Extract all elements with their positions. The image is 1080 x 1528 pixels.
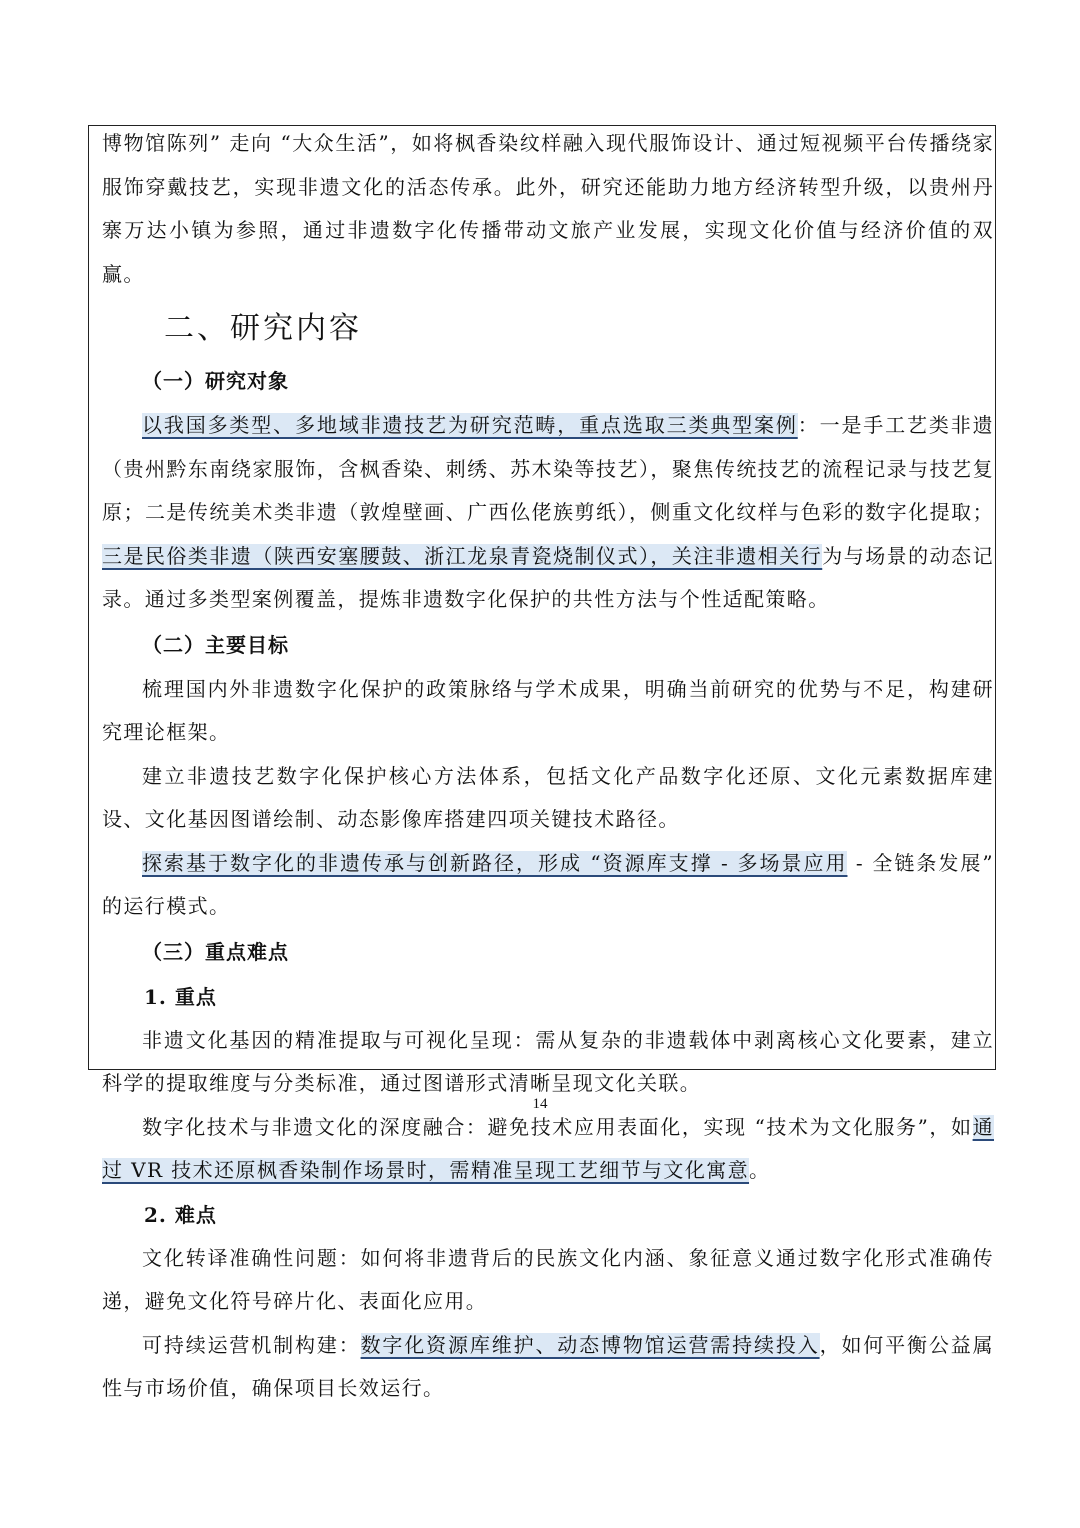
goal-paragraph-2: 建立非遗技艺数字化保护核心方法体系，包括文化产品数字化还原、文化元素数据库建设、文化基因图谱绘制、动态影像库搭建四项关键技术路径。 — [102, 763, 994, 831]
difficulty-paragraph-1: 文化转译准确性问题：如何将非遗背后的民族文化内涵、象征意义通过数字化形式准确传递，避免文化符号碎片化、表面化应用。 — [102, 1245, 994, 1313]
highlight-annotation[interactable]: 探索基于数字化的非遗传承与创新路径，形成 “资源库支撑 - 多场景应用 — [142, 850, 848, 875]
paragraph-text: ，如何平衡公益属性与市场价值，确保项目长效运行。 — [102, 1332, 994, 1400]
paragraph-text: - 全链条发展” 的运行模式。 — [102, 850, 994, 918]
highlight-annotation[interactable]: 以我国多类型、多地域非遗技艺为研究范畴，重点选取三类典型案例 — [142, 413, 798, 437]
page-content — [102, 122, 994, 1411]
subsection-heading-main-goals: （二）主要目标 — [142, 632, 289, 657]
paragraph-text: 。 — [749, 1158, 771, 1182]
key-point-paragraph-2 — [102, 1106, 994, 1193]
page-number: 14 — [532, 1096, 548, 1112]
subheading-key-points: 1. 重点 — [144, 984, 217, 1009]
research-object-paragraph — [102, 404, 994, 622]
goal-paragraph-1: 梳理国内外非遗数字化保护的政策脉络与学术成果，明确当前研究的优势与不足，构建研究理论框架。 — [102, 676, 994, 744]
section-heading: 二、研究内容 — [164, 311, 362, 346]
highlight-annotation[interactable]: 通过 VR 技术还原枫香染制作场景时，需精准呈现工艺细节与文化寓意 — [102, 1114, 994, 1182]
subsection-heading-key-difficulties: （三）重点难点 — [142, 939, 289, 964]
subheading-difficulties: 2. 难点 — [144, 1202, 217, 1227]
key-point-paragraph-1: 非遗文化基因的精准提取与可视化呈现：需从复杂的非遗载体中剥离核心文化要素，建立科学的提取维度与分类标准，通过图谱形式清晰呈现文化关联。 — [102, 1027, 994, 1095]
highlight-annotation[interactable]: 三是民俗类非遗（陕西安塞腰鼓、浙江龙泉青瓷烧制仪式），关注非遗相关行 — [102, 543, 823, 568]
paragraph-text: 可持续运营机制构建： — [142, 1332, 361, 1357]
difficulty-paragraph-2 — [102, 1324, 994, 1411]
subsection-heading-research-object: （一）研究对象 — [142, 369, 289, 393]
intro-paragraph: 博物馆陈列” 走向 “大众生活”，如将枫香染纹样融入现代服饰设计、通过短视频平台传播绕家服饰穿戴技艺，实现非遗文化的活态传承。此外，研究还能助力地方经济转型升级，以贵州丹寨万达小镇为参照，通过非遗数字化传播带动文旅产业发展，实现文化价值与经济价值的双赢。 — [102, 131, 994, 286]
paragraph-text: 为与场景的动态记录。通过多类型案例覆盖，提炼非遗数字化保护的共性方法与个性适配策略。 — [102, 543, 994, 611]
paragraph-text: ：一是手工艺类非遗（贵州黔东南绕家服饰，含枫香染、刺绣、苏木染等技艺），聚焦传统技艺的流程记录与技艺复原；二是传统美术类非遗（敦煌壁画、广西仫佬族剪纸），侧重文化纹样与色彩的数字化提取； — [102, 413, 994, 524]
goal-paragraph-3 — [102, 842, 994, 929]
paragraph-text: 数字化技术与非遗文化的深度融合：避免技术应用表面化，实现 “技术为文化服务”，如 — [142, 1114, 973, 1139]
highlight-annotation[interactable]: 数字化资源库维护、动态博物馆运营需持续投入 — [360, 1332, 820, 1357]
